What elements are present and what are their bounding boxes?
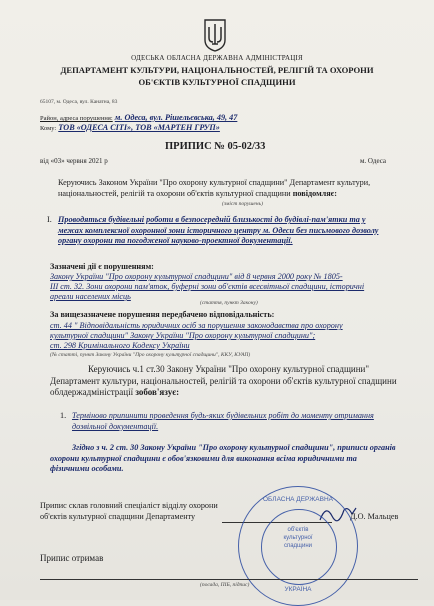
document-title: ПРИПИС № 05-02/33 <box>165 141 266 152</box>
recipient-value: ТОВ «ОДЕСА СІТІ», ТОВ «МАРТЕН ГРУП» <box>58 123 220 132</box>
received-label: Припис отримав <box>40 553 104 563</box>
department-address: 65107, м. Одеса, вул. Канатна, 83 <box>40 99 118 105</box>
trident-coat-of-arms-icon <box>203 18 227 52</box>
stamp-ring-bottom: УКРАЇНА <box>284 586 312 593</box>
stamp-center-line3: спадщини <box>283 543 313 549</box>
intro-note: (зміст порушень) <box>222 201 263 207</box>
department-name-line2: ОБ'ЄКТІВ КУЛЬТУРНОЇ СПАДЩИНИ <box>138 77 296 87</box>
liability-label: За вищезазначене порушення передбачено відповідальність: <box>50 310 275 319</box>
signatory-name: Д.О. Мальцев <box>350 512 399 521</box>
liability-line3: ст. 298 Кримінального Кодексу України <box>50 341 190 350</box>
recipient <box>40 123 220 132</box>
stamp-center-line1: об'єктів <box>287 527 309 533</box>
found-line3: ареали населених місць <box>50 292 131 301</box>
violation-area-label: Район, адреса порушення: <box>40 115 113 122</box>
basis-paragraph <box>50 364 398 399</box>
date-prefix: від <box>40 157 49 165</box>
document-date <box>40 157 108 165</box>
basis-obliges: зобов'язує: <box>135 387 180 397</box>
date-value: «03» червня 2021 р <box>50 157 108 165</box>
liability-note: (№ статті, пункт Закону України "Про охорону культурної спадщини", ККУ, КУАП) <box>50 352 251 358</box>
intro-notify: повідомляє: <box>292 188 337 198</box>
point1-number: I. <box>47 215 52 224</box>
recipient-label: Кому: <box>40 125 57 132</box>
liability-line1: ст. 44 " Відповідальність юридичних осіб за порушення законодавства про охорону <box>50 321 343 330</box>
intro-text: Керуючись Законом України "Про охорону культурної спадщини" Департамент культури, національностей, релігій та охорони об'єктів культурної спадщини <box>58 178 371 198</box>
liability-line2: культурної спадщини" Закону України "Про охорону культурної спадщини"; <box>50 331 316 340</box>
department-name-line1: ДЕПАРТАМЕНТ КУЛЬТУРИ, НАЦІОНАЛЬНОСТЕЙ, РЕЛІГІЙ ТА ОХОРОНИ <box>60 65 374 75</box>
order1-number: 1. <box>60 411 67 420</box>
administration-name: ОДЕСЬКА ОБЛАСНА ДЕРЖАВНА АДМІНІСТРАЦІЯ <box>131 54 303 62</box>
signature-line2: об'єктів культурної спадщини Департаменту <box>40 512 196 521</box>
basis-text: Керуючись ч.1 ст.30 Закону України "Про охорону культурної спадщини" Департамент культури, національностей, релігій та охорони об'єктів культурної спадщини облдержадміністрації <box>50 364 397 397</box>
found-note: (стаття, пункт Закону) <box>200 300 258 306</box>
legal-notice: Згідно з ч. 2 ст. 30 Закону України "Про охорону культурної спадщини", приписи органів охорони культурної спадщини є обов'язковими для виконання всіма юридичними та фізичними особами. <box>50 443 396 473</box>
violation-area-value: м. Одеса, вул. Рішельєвська, 49, 47 <box>114 113 238 122</box>
found-line2: III ст. 32. Зони охорони пам'яток, буферні зони об'єктів всесвітньої спадщини, історичні <box>50 282 365 291</box>
signature-line1: Припис склав головний спеціаліст відділу охорони <box>40 501 218 510</box>
violation-area <box>40 113 237 122</box>
official-stamp <box>238 486 358 606</box>
received-note: (посада, ПІБ, підпис) <box>200 582 250 588</box>
found-line1: Закону України "Про охорону культурної спадщини" від 8 червня 2000 року № 1805- <box>50 272 343 281</box>
point1-text: Проводяться будівельні роботи в безпосередній близькості до будівлі-пам'ятки та у межах комплексної охоронної зони історичного центру м. Одеси без письмового дозволу органу охорони та погодженої науково-проектної документації. <box>58 215 379 245</box>
order1-text: Терміново припинити проведення будь-яких будівельних робіт до моменту отримання дозвільної документації. <box>72 411 374 431</box>
document-city: м. Одеса <box>360 157 387 165</box>
received-underline <box>40 579 418 580</box>
intro-paragraph <box>58 178 398 199</box>
found-label: Зазначені дії є порушенням: <box>50 262 154 271</box>
stamp-ring-top: ОБЛАСНА ДЕРЖАВНА <box>262 496 333 503</box>
stamp-center-line2: культурної <box>283 535 313 541</box>
